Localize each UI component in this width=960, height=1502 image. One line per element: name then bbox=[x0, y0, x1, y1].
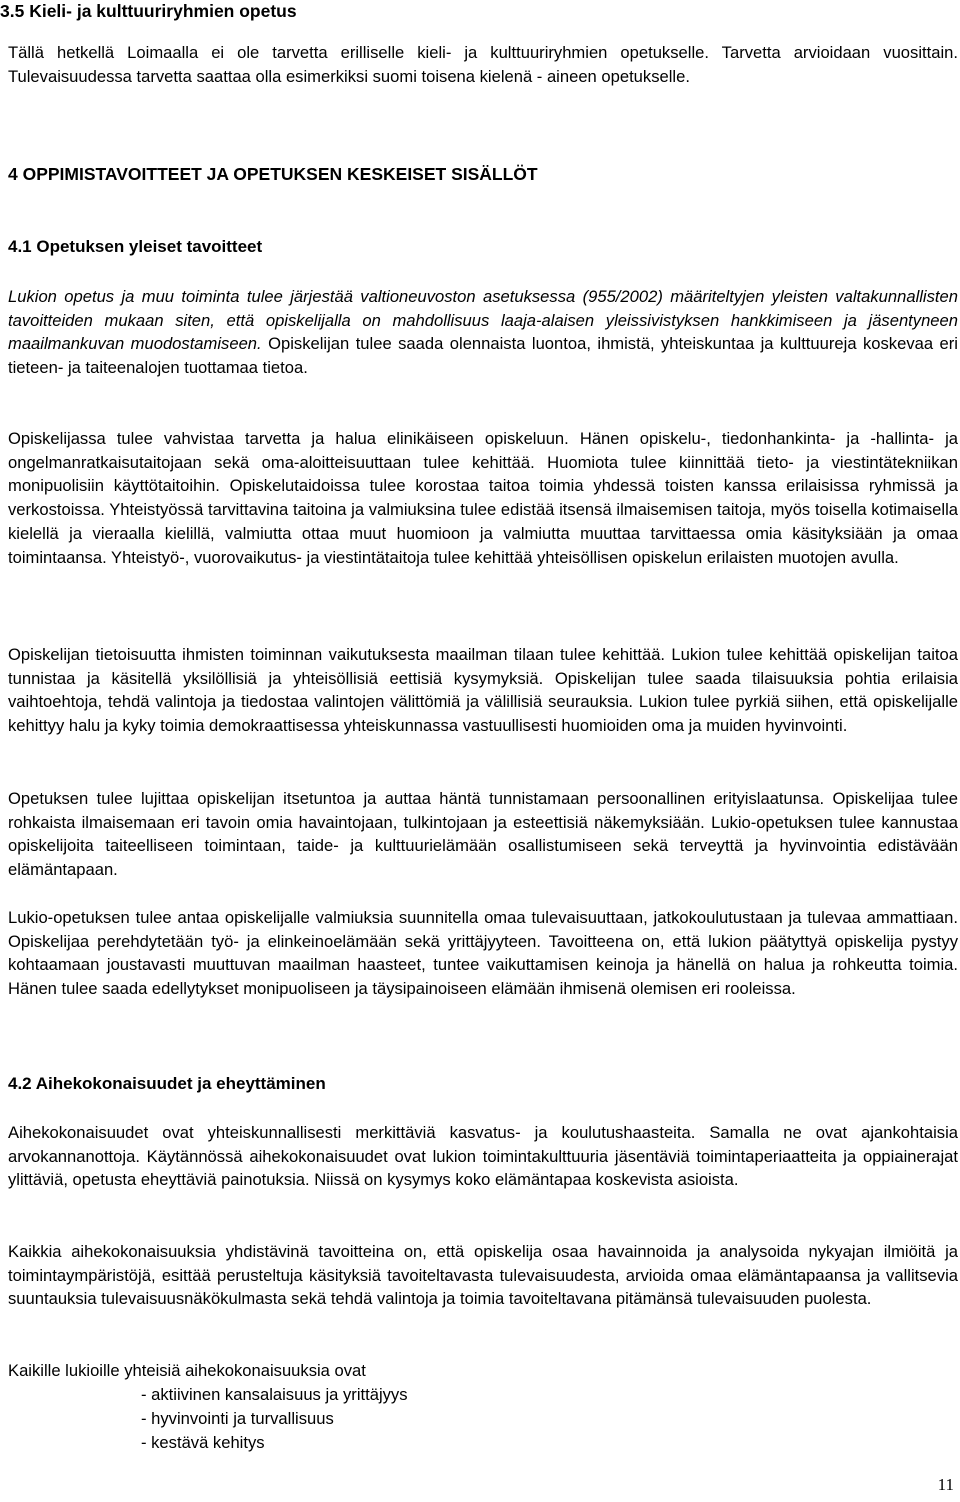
section-3-5-heading: 3.5 Kieli- ja kulttuuriryhmien opetus bbox=[0, 1, 297, 21]
paragraph-1-rest-text: Opiskelijan tulee saada olennaista luontoa, ihmistä, yhteiskuntaa ja kulttuureja koskevaa eri tieteen- ja taiteenalojen tuottamaa tietoa. bbox=[8, 334, 958, 378]
page-number: 11 bbox=[937, 1475, 954, 1494]
section-4-1-paragraph-4: Opetuksen tulee lujittaa opiskelijan itsetuntoa ja auttaa häntä tunnistamaan persoonallinen erityislaatunsa. Opiskelijaa tulee rohkaista ilmaisemaan eri tavoin omia havaintojaan, tulkintojaan ja esteettisiä näkemyksiään. Lukio-opetuksen tulee kannustaa opiskelijoita taiteelliseen toimintaan, taide- ja kulttuurielämään osallistumiseen sekä terveyttä ja hyvinvointia edistävään elämäntapaan. bbox=[8, 789, 958, 880]
chapter-4-heading: 4 OPPIMISTAVOITTEET JA OPETUKSEN KESKEISET SISÄLLÖT bbox=[8, 164, 538, 184]
section-4-2-paragraph-1: Aihekokonaisuudet ovat yhteiskunnallisesti merkittäviä kasvatus- ja koulutushaasteita. Samalla ne ovat ajankohtaisia arvokannanottoja. Käytännössä aihekokonaisuudet ovat lukion toimintakulttuuria jäsentäviä toimintaperiaatteita ja oppiainerajat ylittäviä, opetusta eheyttäviä painotuksia. Niissä on kysymys koko elämäntapaa koskevista asioista. bbox=[8, 1123, 958, 1190]
section-4-2-list-intro: Kaikille lukioille yhteisiä aihekokonaisuuksia ovat bbox=[8, 1361, 366, 1380]
list-item: - hyvinvointi ja turvallisuus bbox=[141, 1409, 334, 1428]
list-item: - aktiivinen kansalaisuus ja yrittäjyys bbox=[141, 1385, 408, 1404]
section-4-1-heading: 4.1 Opetuksen yleiset tavoitteet bbox=[8, 237, 263, 256]
section-4-1-paragraph-3: Opiskelijan tietoisuutta ihmisten toiminnan vaikutuksesta maailman tilaan tulee kehittää. Lukion tulee kehittää opiskelijan taitoa tunnistaa ja käsitellä yksilöllisiä ja yhteisöllisiä eettisiä kysymyksiä. Opiskelijan tulee saada tilaisuuksia pohtia erilaisia vaihtoehtoja, tehdä valintoja ja tiedostaa valintojen välittömiä ja välillisiä seurauksia. Lukion tulee pyrkiä siihen, että opiskelijalle kehittyy halu ja kyky toimia demokraattisessa yhteiskunnassa vastuullisesti huomioiden oma ja muiden hyvinvointi. bbox=[8, 645, 958, 736]
section-4-2-heading: 4.2 Aihekokonaisuudet ja eheyttäminen bbox=[8, 1074, 326, 1093]
section-4-2-paragraph-2: Kaikkia aihekokonaisuuksia yhdistävinä tavoitteina on, että opiskelija osaa havainnoida ja analysoida nykyajan ilmiöitä ja toimintaympäristöjä, esittää perusteltuja käsityksiä tavoiteltavasta tulevaisuudesta, arvioida omaa elämäntapaansa ja vallitsevia suuntauksia tulevaisuusnäkökulmasta sekä tehdä valintoja ja toimia tavoiteltavana pitämänsä tulevaisuuden puolesta. bbox=[8, 1242, 958, 1309]
section-4-1-paragraph-1 bbox=[8, 285, 958, 380]
section-4-1-paragraph-5: Lukio-opetuksen tulee antaa opiskelijalle valmiuksia suunnitella omaa tulevaisuuttaan, jatkokoulutustaan ja tulevaa ammattiaan. Opiskelijaa perehdytetään työ- ja elinkeinoelämään sekä yrittäjyyteen. Tavoitteena on, että lukion päätyttyä opiskelija pystyy kohtaamaan joustavasti muuttuvan maailman haasteet, tuntee vaikuttamisen keinoja ja hänellä on halua ja rohkeutta toimia. Hänen tulee saada edellytykset monipuoliseen ja täysipainoiseen elämään ihmisenä olemisen eri rooleissa. bbox=[8, 908, 958, 999]
section-3-5-paragraph: Tällä hetkellä Loimaalla ei ole tarvetta erilliselle kieli- ja kulttuuriryhmien opetukselle. Tarvetta arvioidaan vuosittain. Tulevaisuudessa tarvetta saattaa olla esimerkiksi suomi toisena kielenä - aineen opetukselle. bbox=[8, 43, 958, 86]
aihekokonaisuudet-list bbox=[8, 1383, 960, 1455]
paragraph-1-italic-text: Lukion opetus ja muu toiminta tulee järjestää valtioneuvoston asetuksessa (955/2002) määriteltyjen yleisten valtakunnallisten tavoitteiden mukaan siten, että opiskelijalla on mahdollisuus laaja-alaisen yleissivistyksen hankkimiseen ja jäsentyneen maailmankuvan muodostamiseen. bbox=[8, 287, 958, 354]
list-item: - kestävä kehitys bbox=[141, 1433, 265, 1452]
section-4-1-paragraph-2: Opiskelijassa tulee vahvistaa tarvetta ja halua elinikäiseen opiskeluun. Hänen opiskelu-, tiedonhankinta- ja -hallinta- ja ongelmanratkaisutaitojaan sekä oma-aloitteisuuttaan tulee kehittää. Huomiota tulee kiinnittää tieto- ja viestintätekniikan monipuolisiin käyttötaitoihin. Opiskelutaidoissa tulee korostaa taitoa toimia yhdessä toisten kanssa erilaisissa ryhmissä ja verkostoissa. Yhteistyössä tarvittavina taitoina ja valmiuksina tulee edistää itsensä ilmaisemisen taitoja, myös toisella kotimaisella kielellä ja vieraalla kielillä, valmiutta ottaa muut huomioon ja valmiutta muuttaa tarvittaessa omia käsityksiään ja omaa toimintaansa. Yhteistyö-, vuorovaikutus- ja viestintätaitoja tulee kehittää yhteisöllisen opiskelun erilaisten muotojen avulla. bbox=[8, 429, 958, 567]
